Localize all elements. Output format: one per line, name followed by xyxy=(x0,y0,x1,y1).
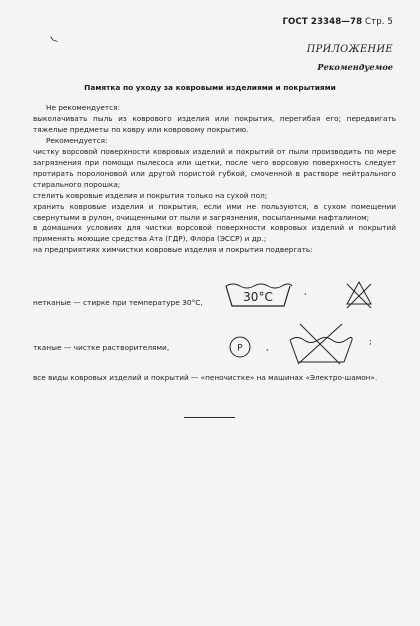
closing-paragraph xyxy=(33,372,396,383)
page-number: Стр. 5 xyxy=(365,17,393,27)
stray-pen-mark xyxy=(50,36,58,42)
paragraph: выколачивать пыль из коврового изделия или покрытия, перегибая его; передвигать тяжелые предметы по ковру или ковровому покрытию. xyxy=(33,113,396,134)
page-header xyxy=(282,17,393,27)
wash-30-icon xyxy=(224,282,294,308)
recommended-heading: Рекомендуется: xyxy=(46,135,108,145)
separator-semicolon: ; xyxy=(369,337,372,346)
appendix-status: Рекомендуемое xyxy=(317,62,393,72)
dry-clean-p-icon xyxy=(227,334,253,360)
dry-clean-letter: P xyxy=(237,343,243,354)
separator-comma: , xyxy=(266,343,269,352)
standard-number: ГОСТ 23348—78 xyxy=(282,17,363,27)
paragraph: стелить ковровые изделия и покрытия только на сухой пол; xyxy=(33,190,268,200)
paragraph: в домашних условиях для чистки ворсовой поверхности ковровых изделий и покрытий применять моющие средства Ата (ГДР), Флора (ЭССР) и др.; xyxy=(33,223,396,244)
paragraph: хранить ковровые изделия и покрытия, если ими не пользуются, в сухом помещении свернутыми в рулон, очищенными от пыли и загрязнения, посыпанными нафталином; xyxy=(33,201,396,222)
not-recommended-heading: Не рекомендуется: xyxy=(46,103,121,112)
memo-title: Памятка по уходу за ковровыми изделиями и покрытиями xyxy=(84,83,336,92)
woven-care-text: тканые — чистке растворителями, xyxy=(33,343,170,352)
do-not-bleach-icon xyxy=(340,276,378,314)
paragraph: чистку ворсовой поверхности ковровых изделий и покрытий от пыли производить по мере загрязнения при помощи пылесоса или щетки, после чего ворсовую поверхность следует протирать поролоновой или другой пористой губкой, смоченной в растворе нейтрального стирального порошка; xyxy=(33,146,396,189)
paragraph: все виды ковровых изделий и покрытий — «пеночистке» на машинах «Электро-шамон». xyxy=(33,373,378,382)
appendix-label: ПРИЛОЖЕНИЕ xyxy=(306,44,393,55)
end-rule xyxy=(184,417,235,418)
memo-body xyxy=(33,103,396,256)
separator-comma: , xyxy=(304,287,307,296)
nonwoven-care-text: нетканые — стирке при температуре 30°С, xyxy=(33,298,203,307)
wash-temperature-label: 30°C xyxy=(243,290,273,304)
do-not-wash-icon xyxy=(286,322,356,366)
paragraph: на предприятиях химчистки ковровые изделия и покрытия подвергать: xyxy=(33,245,313,255)
